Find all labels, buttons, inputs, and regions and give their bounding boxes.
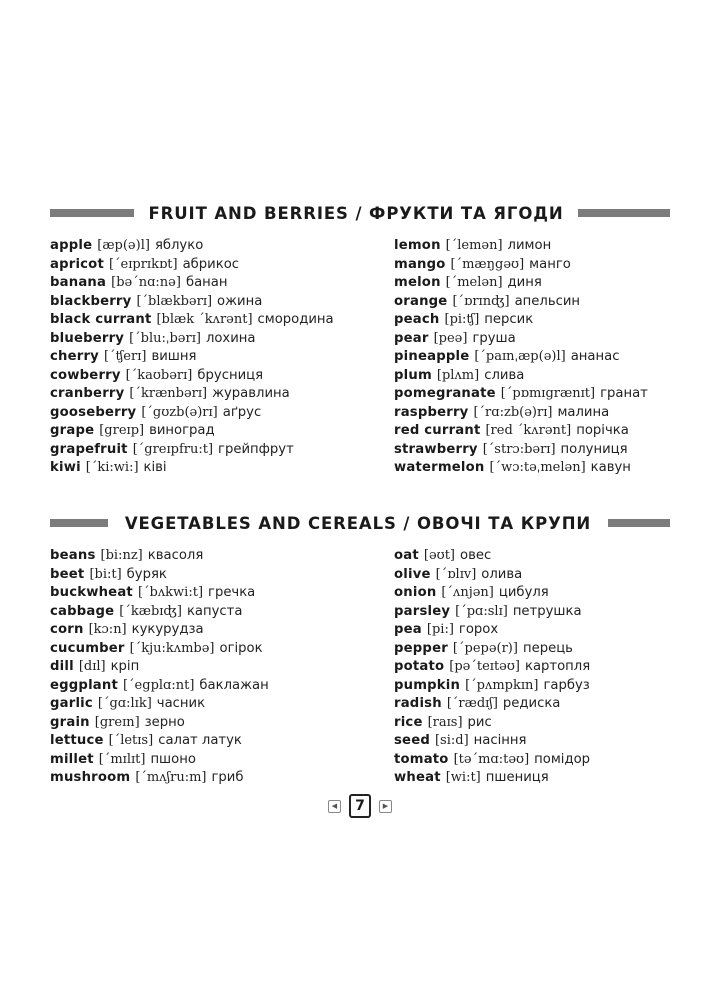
vocab-entry — [394, 584, 714, 603]
vocab-entry — [394, 547, 714, 566]
section-header-fruit — [50, 200, 670, 226]
vocab-translation: редиска — [502, 696, 561, 711]
vocab-transcription: [ˊmelən] — [445, 275, 503, 290]
vocab-word: banana — [50, 275, 107, 290]
vocab-word: tomato — [394, 751, 449, 767]
vocab-entry — [50, 566, 370, 585]
vocab-entry — [394, 404, 714, 423]
vocab-transcription: [pi:] — [426, 622, 454, 637]
vocab-word: olive — [394, 566, 431, 582]
vocab-transcription: [peə] — [433, 330, 468, 346]
vocab-word: kiwi — [50, 460, 81, 475]
vocab-transcription: [ˊʌnjən] — [441, 585, 494, 600]
vocab-translation: помідор — [534, 751, 591, 767]
vocab-transcription: [ˊwɔ:təˌmelən] — [489, 460, 586, 475]
vocab-translation: горох — [458, 622, 499, 637]
vocab-entry — [50, 367, 370, 386]
vocab-transcription: [ˊki:wi:] — [85, 460, 139, 475]
vocab-transcription: [ˊrɑ:zb(ə)rɪ] — [473, 404, 553, 420]
vocab-transcription: [ˊɒrɪnʤ] — [452, 293, 510, 309]
vocab-translation: зерно — [144, 714, 185, 730]
vocab-translation: диня — [507, 275, 542, 290]
vocab-transcription: [bi:nz] — [100, 548, 143, 563]
vocab-transcription: [ˊpʌmpkɪn] — [465, 677, 539, 693]
vocab-word: grapefruit — [50, 441, 128, 457]
vocab-entry — [50, 677, 370, 696]
vocab-entry — [394, 714, 714, 733]
vocab-transcription: [ˊpepə(r)] — [452, 640, 518, 656]
vocab-transcription: [ˊʧerɪ] — [103, 349, 147, 364]
vocab-entry — [394, 677, 714, 696]
vocab-translation: слива — [484, 367, 525, 383]
vocab-word: melon — [394, 275, 441, 290]
vocab-entry — [50, 441, 370, 460]
vocab-word: cranberry — [50, 386, 125, 401]
vocab-entry — [394, 422, 714, 441]
vocab-word: lemon — [394, 238, 441, 253]
vocab-translation: капуста — [186, 603, 243, 619]
vocab-translation: груша — [472, 330, 516, 346]
vocab-transcription: [ˊmæŋgəʊ] — [450, 256, 525, 272]
section-header-vegetables — [50, 510, 670, 536]
vocab-word: potato — [394, 659, 445, 674]
vocab-word: seed — [394, 733, 430, 748]
vocab-translation: пшоно — [150, 751, 196, 767]
vocab-word: apple — [50, 238, 93, 253]
vocab-entry — [394, 769, 714, 788]
vocab-word: eggplant — [50, 677, 118, 693]
vocab-transcription: [ˊstrɔ:bərɪ] — [482, 441, 556, 457]
section-title-vegetables: VEGETABLES AND CEREALS / ОВОЧІ ТА КРУПИ — [124, 513, 592, 533]
vocab-translation: баклажан — [199, 677, 269, 693]
vocab-word: apricot — [50, 256, 104, 272]
vocab-entry — [50, 603, 370, 622]
vocab-word: blackberry — [50, 293, 132, 309]
vocab-entry — [50, 658, 370, 677]
vocab-word: rice — [394, 714, 423, 730]
vocab-word: red currant — [394, 423, 481, 438]
vocab-translation: рис — [467, 714, 492, 730]
vocab-word: corn — [50, 622, 84, 637]
vocab-entry — [394, 566, 714, 585]
vocab-transcription: [ˊmɪlɪt] — [98, 751, 146, 767]
vocab-entry — [50, 769, 370, 788]
vocab-translation: виноград — [149, 423, 215, 438]
vocab-transcription: [ˊkrænbərɪ] — [129, 386, 208, 401]
vocab-transcription: [si:d] — [434, 733, 469, 748]
vocab-entry — [50, 714, 370, 733]
vocab-transcription: [pəˊteɪtəʊ] — [449, 659, 520, 674]
vocab-entry — [394, 256, 714, 275]
vocab-entry — [394, 603, 714, 622]
vocab-word: plum — [394, 367, 432, 383]
vocab-translation: гриб — [211, 770, 244, 785]
vocab-entry — [50, 385, 370, 404]
vocab-word: radish — [394, 696, 442, 711]
vocab-translation: ананас — [570, 349, 620, 364]
vocab-word: grape — [50, 423, 95, 438]
vocab-entry — [50, 695, 370, 714]
vocab-entry — [50, 422, 370, 441]
vocab-entry — [394, 367, 714, 386]
vocab-translation: журавлина — [212, 386, 290, 401]
vocab-entry — [394, 459, 714, 478]
vocab-transcription: [plʌm] — [436, 367, 480, 383]
header-bar-right — [578, 209, 670, 217]
vocab-transcription: [ˊrædɪʃ] — [446, 696, 498, 711]
vocab-entry — [394, 237, 714, 256]
vocab-transcription: [ˊbʌkwi:t] — [137, 585, 204, 600]
vocab-translation: буряк — [126, 566, 167, 582]
vocab-transcription: [bəˊnɑ:nə] — [111, 275, 181, 290]
vocab-word: black currant — [50, 312, 152, 327]
vocab-word: peach — [394, 312, 440, 327]
vocab-translation: лимон — [507, 238, 552, 253]
vocab-translation: часник — [156, 696, 206, 711]
vocab-transcription: [raɪs] — [427, 714, 463, 730]
vegetables-column-left — [50, 547, 370, 788]
vocab-translation: олива — [481, 566, 523, 582]
vocab-transcription: [ˊpɑ:slɪ] — [455, 603, 508, 619]
vocab-entry — [50, 256, 370, 275]
vocab-translation: ківі — [143, 460, 167, 475]
vocab-word: cowberry — [50, 367, 121, 383]
vocab-translation: лохина — [205, 330, 256, 346]
vocab-word: mushroom — [50, 770, 131, 785]
vocab-word: cabbage — [50, 603, 115, 619]
vocab-transcription: [ˊkæbɪʤ] — [119, 603, 182, 619]
section-title-fruit: FRUIT AND BERRIES / ФРУКТИ ТА ЯГОДИ — [148, 203, 564, 223]
vocab-word: mango — [394, 256, 446, 272]
vocab-translation: перець — [522, 640, 573, 656]
vocab-translation: малина — [557, 404, 610, 420]
vocab-transcription: [ˊɒlɪv] — [435, 566, 477, 582]
vocab-word: beans — [50, 548, 96, 563]
vocab-entry — [394, 348, 714, 367]
vocab-word: parsley — [394, 603, 451, 619]
vocab-transcription: [əʊt] — [423, 548, 455, 563]
vocab-word: watermelon — [394, 460, 485, 475]
vocab-entry — [394, 274, 714, 293]
vocab-translation: кукурудза — [131, 622, 204, 637]
vocab-translation: насіння — [473, 733, 527, 748]
vocab-entry — [50, 459, 370, 478]
vocab-word: blueberry — [50, 330, 125, 346]
vocab-translation: пшениця — [485, 770, 549, 785]
vocab-word: garlic — [50, 696, 93, 711]
vocab-entry — [394, 658, 714, 677]
vocab-translation: аґрус — [222, 404, 262, 420]
vocab-translation: манго — [529, 256, 571, 272]
vocab-transcription: [bi:t] — [89, 566, 122, 582]
vocab-word: strawberry — [394, 441, 478, 457]
vocab-word: grain — [50, 714, 90, 730]
vocab-translation: кавун — [590, 460, 631, 475]
vocab-entry — [394, 621, 714, 640]
vocab-translation: вишня — [151, 349, 197, 364]
vocab-translation: салат латук — [158, 733, 242, 748]
vocab-entry — [50, 584, 370, 603]
vocab-transcription: [ˊlemən] — [445, 238, 503, 253]
vocab-entry — [50, 404, 370, 423]
vocab-word: raspberry — [394, 404, 469, 420]
vocab-transcription: [greɪn] — [94, 714, 140, 730]
vocab-transcription: [ˊblækbərɪ] — [136, 293, 213, 309]
vocab-entry — [50, 274, 370, 293]
vocab-transcription: [ˊegplɑ:nt] — [122, 677, 195, 693]
vocab-entry — [50, 348, 370, 367]
vocab-word: cucumber — [50, 640, 125, 656]
vocab-entry — [394, 385, 714, 404]
vocab-transcription: [wi:t] — [445, 770, 481, 785]
vocab-transcription: [ˊblu:ˌbərɪ] — [129, 330, 201, 346]
vocab-translation: цибуля — [498, 585, 549, 600]
vocab-translation: гранат — [600, 386, 648, 401]
vocab-translation: смородина — [257, 312, 334, 327]
vocab-transcription: [ˊletɪs] — [108, 733, 154, 748]
vocab-transcription: [ˊkaʊbərɪ] — [125, 367, 193, 383]
vocab-translation: порічка — [576, 423, 629, 438]
vocab-transcription: [pi:ʧ] — [444, 312, 480, 327]
vocab-entry — [50, 237, 370, 256]
vocab-entry — [394, 732, 714, 751]
vocab-transcription: [æp(ə)l] — [97, 238, 150, 253]
vocab-word: gooseberry — [50, 404, 137, 420]
vocab-translation: ожина — [217, 293, 263, 309]
vocab-entry — [50, 293, 370, 312]
vocab-translation: гарбуз — [543, 677, 590, 693]
vocab-translation: грейпфрут — [218, 441, 294, 457]
vocab-word: beet — [50, 566, 85, 582]
vocab-transcription: [kɔ:n] — [88, 622, 127, 637]
vocab-word: pea — [394, 622, 422, 637]
vocab-entry — [394, 311, 714, 330]
vocab-translation: яблуко — [154, 238, 204, 253]
vocab-translation: квасоля — [147, 548, 204, 563]
vocab-translation: банан — [185, 275, 228, 290]
vocab-word: cherry — [50, 349, 99, 364]
vocab-transcription: [ˊpaɪnˌæp(ə)l] — [474, 349, 566, 364]
vocab-transcription: [red ˊkʌrənt] — [485, 423, 572, 438]
vocab-translation: абрикос — [182, 256, 240, 272]
vocab-word: millet — [50, 751, 94, 767]
vocab-translation: овес — [460, 548, 492, 563]
page-number: 7 — [349, 794, 371, 818]
vocab-transcription: [təˊmɑ:təʊ] — [453, 751, 530, 767]
vocab-transcription: [ˊmʌʃru:m] — [135, 770, 207, 785]
vocab-translation: петрушка — [512, 603, 582, 619]
vocab-entry — [394, 441, 714, 460]
vocab-entry — [50, 330, 370, 349]
vocab-translation: картопля — [525, 659, 591, 674]
vocab-transcription: [ˊeɪprɪkɒt] — [108, 256, 178, 272]
vocab-transcription: [ˊgɑ:lɪk] — [97, 696, 152, 711]
vocab-transcription: [dɪl] — [78, 659, 106, 674]
vocab-transcription: [ˊgʊzb(ə)rɪ] — [141, 404, 218, 420]
vocab-word: wheat — [394, 770, 441, 785]
vocab-transcription: [ˊgreɪpfru:t] — [132, 441, 214, 457]
vocab-entry — [50, 640, 370, 659]
vocab-translation: гречка — [208, 585, 256, 600]
vocab-transcription: [ˊkju:kʌmbə] — [129, 640, 215, 656]
vocab-translation: кріп — [110, 659, 140, 674]
vocab-entry — [394, 640, 714, 659]
page-footer — [0, 793, 720, 819]
vocab-transcription: [ˊpɒmɪgrænɪt] — [500, 386, 596, 401]
vocab-transcription: [greɪp] — [99, 423, 145, 438]
vocab-entry — [50, 547, 370, 566]
vocab-entry — [50, 751, 370, 770]
vocab-entry — [50, 621, 370, 640]
vocab-word: lettuce — [50, 733, 104, 748]
left-arrow-icon: ◀ — [328, 800, 341, 813]
vocab-entry — [394, 751, 714, 770]
header-bar-left — [50, 209, 134, 217]
vegetables-column-right — [394, 547, 714, 788]
fruit-column-right — [394, 237, 714, 478]
vocab-translation: апельсин — [514, 293, 581, 309]
vocab-word: dill — [50, 659, 74, 674]
vocab-word: buckwheat — [50, 585, 133, 600]
vocab-word: oat — [394, 548, 419, 563]
vocab-entry — [394, 293, 714, 312]
vocab-word: pepper — [394, 640, 448, 656]
vocab-word: onion — [394, 585, 437, 600]
vocab-translation: персик — [484, 312, 534, 327]
vocab-word: pineapple — [394, 349, 470, 364]
vocab-translation: огірок — [219, 640, 263, 656]
vocab-word: pumpkin — [394, 677, 461, 693]
right-arrow-icon: ▶ — [379, 800, 392, 813]
vocab-word: orange — [394, 293, 448, 309]
vocab-transcription: [blæk ˊkʌrənt] — [156, 312, 253, 327]
header-bar-left — [50, 519, 108, 527]
vocab-entry — [394, 330, 714, 349]
header-bar-right — [608, 519, 670, 527]
vocab-word: pear — [394, 330, 429, 346]
fruit-column-left — [50, 237, 370, 478]
vocab-entry — [50, 311, 370, 330]
vocab-entry — [394, 695, 714, 714]
vocab-translation: брусниця — [197, 367, 264, 383]
vocab-translation: полуниця — [560, 441, 628, 457]
vocab-word: pomegranate — [394, 386, 496, 401]
vocab-entry — [50, 732, 370, 751]
